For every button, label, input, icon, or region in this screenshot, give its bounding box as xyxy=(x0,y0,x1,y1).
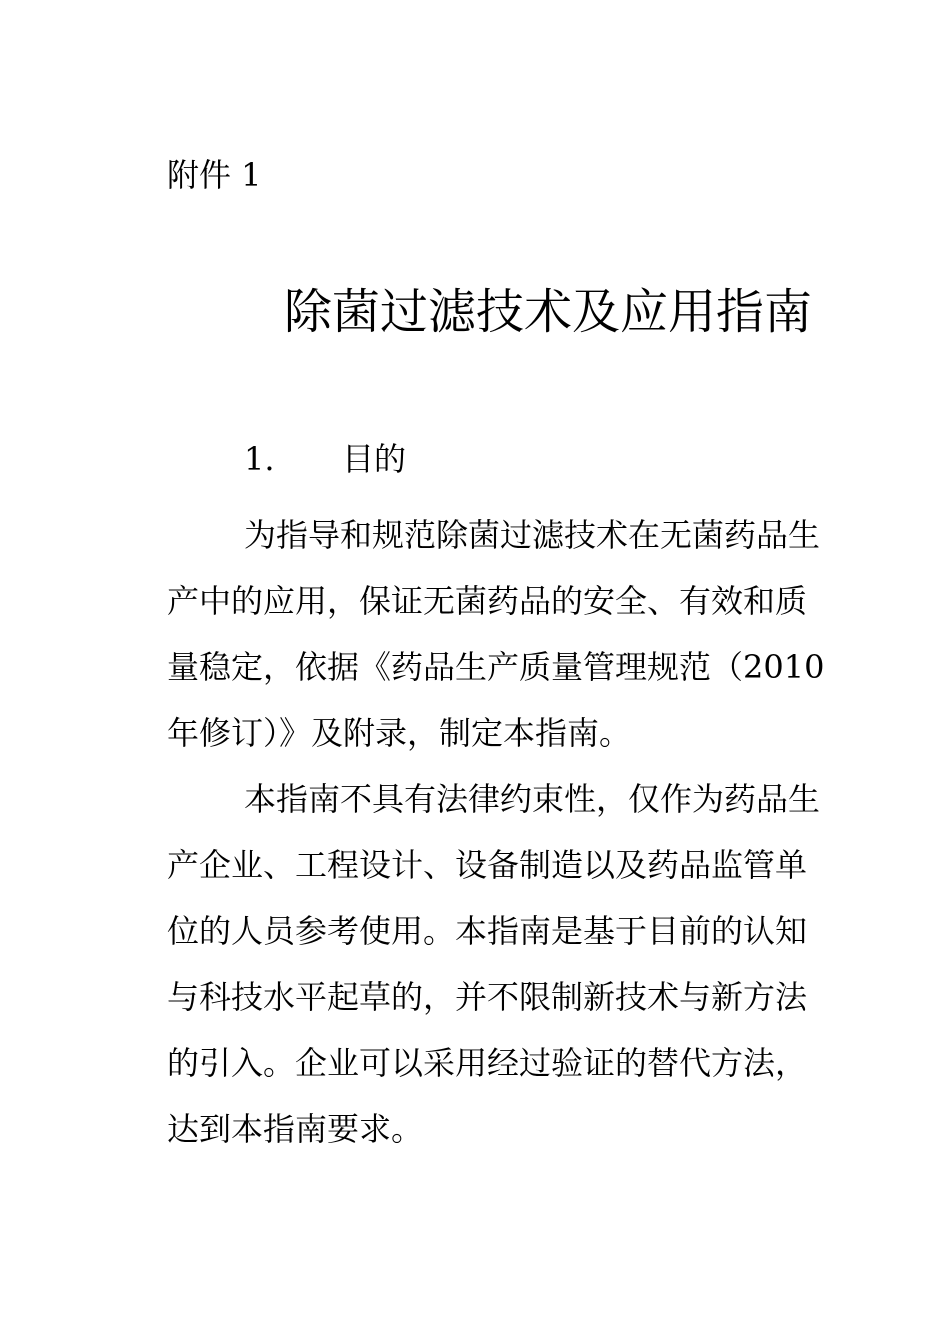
paragraph-line: 产企业、工程设计、设备制造以及药品监管单 xyxy=(167,846,808,884)
attachment-label: 附件 1 xyxy=(167,156,262,194)
paragraph-line: 量稳定，依据《药品生产质量管理规范（2010 xyxy=(167,648,825,686)
paragraph-line: 达到本指南要求。 xyxy=(167,1110,424,1148)
paragraph-purpose xyxy=(167,502,950,766)
section-title: 目的 xyxy=(342,440,407,478)
section-number: 1. xyxy=(244,440,275,478)
paragraph-line: 的引入。企业可以采用经过验证的替代方法， xyxy=(167,1044,808,1082)
paragraph-line: 年修订）》及附录，制定本指南。 xyxy=(167,714,632,752)
document-title: 除菌过滤技术及应用指南 xyxy=(283,284,812,340)
paragraph-scope xyxy=(167,766,950,1162)
paragraph-line: 本指南不具有法律约束性，仅作为药品生 xyxy=(244,780,821,818)
paragraph-line: 产中的应用，保证无菌药品的安全、有效和质 xyxy=(167,582,808,620)
section-heading xyxy=(244,437,406,481)
paragraph-line: 位的人员参考使用。本指南是基于目前的认知 xyxy=(167,912,808,950)
body-text xyxy=(167,502,950,1162)
paragraph-line: 与科技水平起草的，并不限制新技术与新方法 xyxy=(167,978,808,1016)
paragraph-line: 为指导和规范除菌过滤技术在无菌药品生 xyxy=(244,516,821,554)
